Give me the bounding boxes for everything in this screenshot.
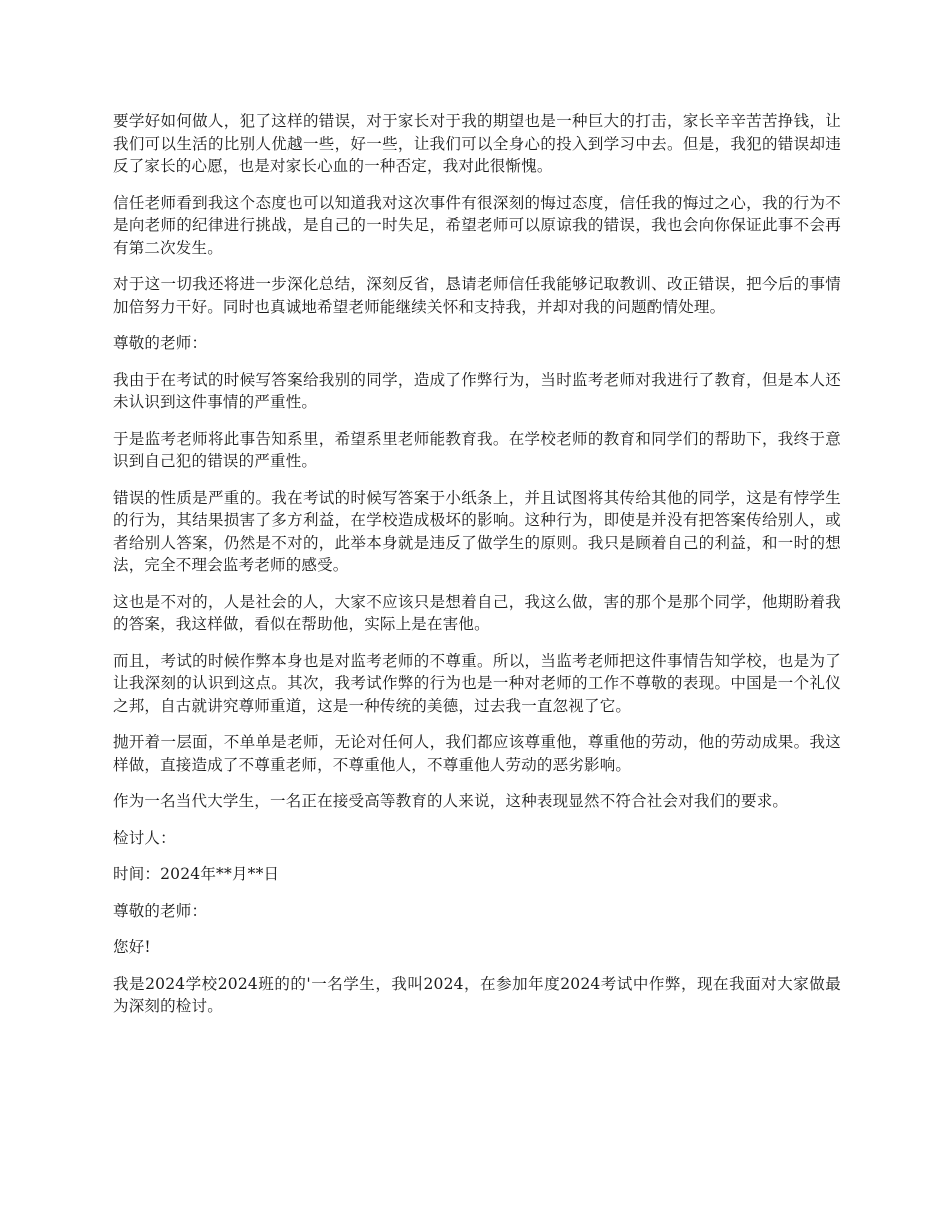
paragraph-4: 我由于在考试的时候写答案给我别的同学，造成了作弊行为，当时监考老师对我进行了教育，但是本人还未认识到这件事情的严重性。 — [113, 370, 841, 411]
date-line: 时间：2024年**月**日 — [113, 865, 280, 883]
greeting: 您好! — [113, 938, 151, 956]
paragraph-1: 要学好如何做人，犯了这样的错误，对于家长对于我的期望也是一种巨大的打击，家长辛辛苦苦挣钱，让我们可以生活的比别人优越一些，好一些，让我们可以全身心的投入到学习中去。但是，我犯的错误却违反了家长的心愿，也是对家长心血的一种否定，我对此很惭愧。 — [113, 112, 841, 175]
paragraph-6: 错误的性质是严重的。我在考试的时候写答案于小纸条上，并且试图将其传给其他的同学，这是有悖学生的行为，其结果损害了多方利益，在学校造成极坏的影响。这种行为，即使是并没有把答案传给别人，或者给别人答案，仍然是不对的，此举本身就是违反了做学生的原则。我只是顾着自己的利益，和一时的想法，完全不理会监考老师的感受。 — [113, 488, 841, 574]
salutation-1: 尊敬的老师： — [113, 334, 208, 352]
paragraph-3: 对于这一切我还将进一步深化总结，深刻反省，恳请老师信任我能够记取教训、改正错误，把今后的事情加倍努力干好。同时也真诚地希望老师能继续关怀和支持我，并却对我的问题酌情处理。 — [113, 275, 841, 316]
paragraph-2: 信任老师看到我这个态度也可以知道我对这次事件有很深刻的悔过态度，信任我的悔过之心，我的行为不是向老师的纪律进行挑战，是自己的一时失足，希望老师可以原谅我的错误，我也会向你保证此事不会再有第二次发生。 — [113, 193, 841, 257]
paragraph-9: 抛开着一层面，不单单是老师，无论对任何人，我们都应该尊重他，尊重他的劳动，他的劳动成果。我这样做，直接造成了不尊重老师，不尊重他人，不尊重他人劳动的恶劣影响。 — [113, 733, 841, 774]
paragraph-8: 而且，考试的时候作弊本身也是对监考老师的不尊重。所以，当监考老师把这件事情告知学校，也是为了让我深刻的认识到这点。其次，我考试作弊的行为也是一种对老师的工作不尊敬的表现。中国是一个礼仪之邦，自古就讲究尊师重道，这是一种传统的美德，过去我一直忽视了它。 — [113, 651, 841, 715]
paragraph-5: 于是监考老师将此事告知系里，希望系里老师能教育我。在学校老师的教育和同学们的帮助下，我终于意识到自己犯的错误的严重性。 — [113, 429, 841, 470]
document-body — [113, 110, 841, 1032]
paragraph-10: 作为一名当代大学生，一名正在接受高等教育的人来说，这种表现显然不符合社会对我们的要求。 — [113, 792, 789, 810]
paragraph-7: 这也是不对的，人是社会的人，大家不应该只是想着自己，我这么做，害的那个是那个同学，他期盼着我的答案，我这样做，看似在帮助他，实际上是在害他。 — [113, 592, 841, 633]
signature-label: 检讨人： — [113, 828, 176, 847]
paragraph-11: 我是2024学校2024班的的'一名学生，我叫2024，在参加年度2024考试中作弊，现在我面对大家做最为深刻的检讨。 — [113, 974, 841, 1015]
salutation-2: 尊敬的老师： — [113, 901, 208, 920]
